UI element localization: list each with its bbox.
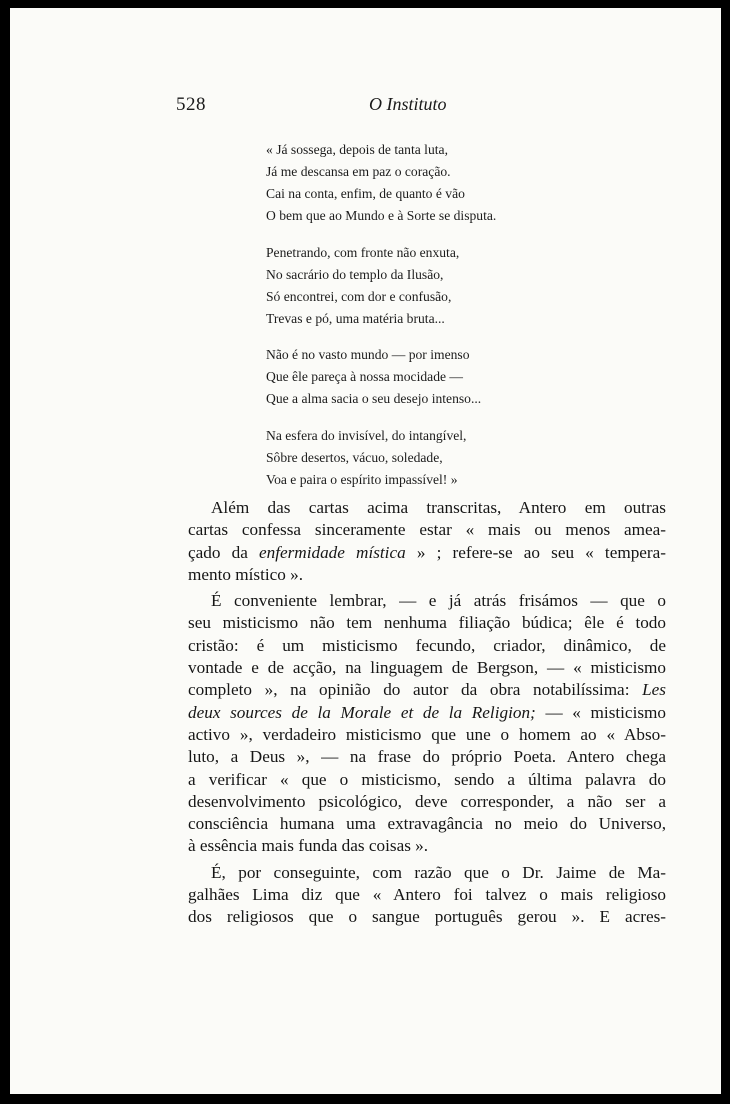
text-run: completo », na opinião do autor da obra notabilíssima: — [188, 680, 643, 700]
text-line: à essência mais funda das coisas ». — [188, 836, 429, 856]
poem-line: O bem que ao Mundo e à Sorte se disputa. — [266, 208, 497, 223]
text-line — [188, 702, 666, 724]
poem-stanza-3 — [266, 344, 596, 410]
text-line: galhães Lima diz que « Antero foi talvez o mais religioso — [188, 885, 666, 905]
text-line: consciência humana uma extravagância no meio do Universo, — [188, 814, 666, 834]
text-line: desenvolvimento psicológico, deve corresponder, a não ser a — [188, 791, 666, 811]
page-header — [10, 94, 721, 124]
text-line: luto, a Deus », — na frase do próprio Poeta. Antero chega — [188, 747, 666, 767]
text-line — [188, 679, 666, 701]
body-text — [188, 497, 666, 929]
poem-line: Só encontrei, com dor e confusão, — [266, 288, 452, 304]
poem-line: Voa e paira o espírito impassível! » — [266, 471, 458, 487]
poem-line: Penetrando, com fronte não enxuta, — [266, 244, 460, 260]
text-line: dos religiosos que o sangue português gerou ». E acres- — [188, 907, 666, 927]
running-title: O Instituto — [369, 94, 447, 114]
paragraph-2 — [188, 590, 666, 858]
poem-line: Já me descansa em paz o coração. — [266, 164, 451, 179]
text-line: a verificar « que o misticismo, sendo a última palavra do — [188, 769, 666, 789]
book-page — [10, 8, 721, 1094]
poem-stanza-4 — [266, 425, 596, 491]
italic-phrase: enfermidade mística — [258, 542, 406, 562]
poem-stanza-1 — [266, 139, 596, 227]
poem-line: Que a alma sacia o seu desejo intenso... — [266, 391, 482, 406]
text-line: mento místico ». — [188, 564, 304, 584]
text-line: activo », verdadeiro misticismo que une o homem ao « Abso- — [188, 724, 666, 744]
text-line: cristão: é um misticismo fecundo, criador, dinâmico, de — [188, 635, 666, 655]
text-line: É, por conseguinte, com razão que o Dr. Jaime de Ma- — [211, 862, 666, 882]
poem-line: « Já sossega, depois de tanta luta, — [266, 142, 448, 157]
text-run: — « misticismo — [535, 702, 666, 722]
poem-line: Não é no vasto mundo — por imenso — [266, 347, 470, 362]
paragraph-1 — [188, 497, 666, 586]
text-line: cartas confessa sinceramente estar « mais ou menos amea- — [188, 520, 666, 540]
poem-line: Trevas e pó, uma matéria bruta... — [266, 310, 445, 326]
text-line: vontade e de acção, na linguagem de Bergson, — « misticismo — [188, 658, 666, 678]
text-line — [188, 542, 666, 564]
text-line: É conveniente lembrar, — e já atrás frisámos — que o — [211, 591, 666, 611]
poem-line: Sôbre desertos, vácuo, soledade, — [266, 449, 443, 465]
poem-line: No sacrário do templo da Ilusão, — [266, 266, 444, 282]
poem-line: Cai na conta, enfim, de quanto é vão — [266, 186, 465, 201]
poem-quotation — [266, 139, 596, 505]
poem-line: Que êle pareça à nossa mocidade — — [266, 369, 464, 384]
paragraph-3 — [188, 862, 666, 929]
poem-line: Na esfera do invisível, do intangível, — [266, 427, 467, 443]
text-run: çado da — [188, 542, 259, 562]
poem-stanza-2 — [266, 242, 596, 330]
text-line: seu misticismo não tem nenhuma filiação búdica; êle é todo — [188, 613, 666, 633]
text-run: » ; refere-se ao seu « tempera- — [405, 542, 667, 562]
page-number: 528 — [176, 94, 206, 115]
italic-phrase: Les — [642, 680, 666, 700]
italic-phrase: deux sources de la Morale et de la Religion; — [188, 702, 536, 722]
text-line: Além das cartas acima transcritas, Antero em outras — [211, 498, 666, 517]
